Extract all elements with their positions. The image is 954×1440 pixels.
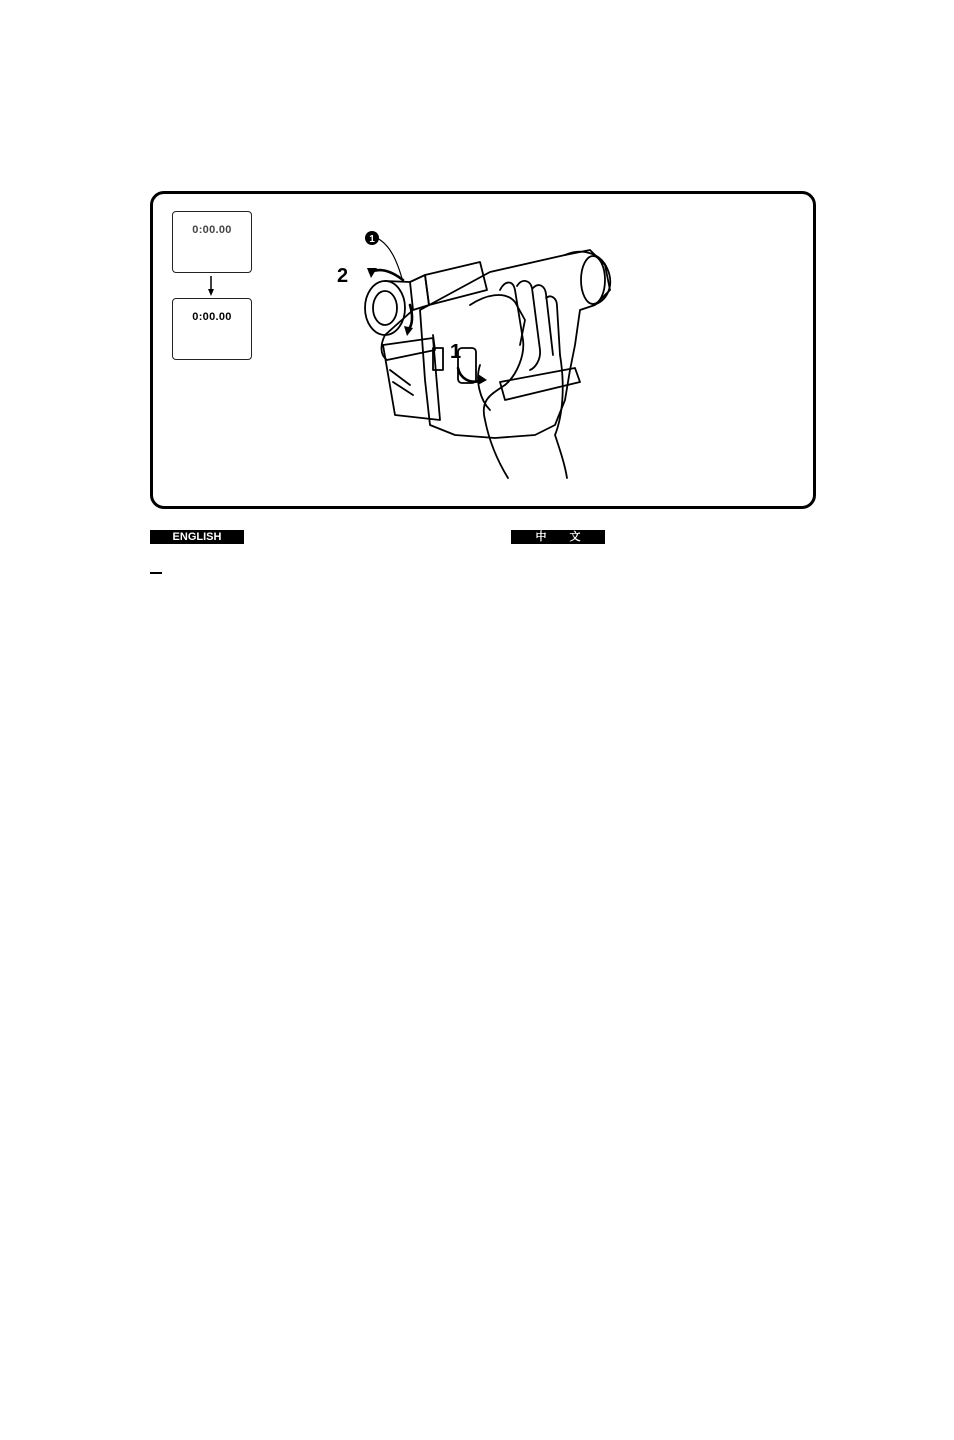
counter-value-after: 0:00.00 <box>192 311 232 323</box>
counter-value-before: 0:00.00 <box>192 224 232 236</box>
counter-display-before <box>172 211 252 273</box>
language-tab-english: ENGLISH <box>150 530 244 544</box>
language-tab-chinese: 中 文 <box>511 530 605 544</box>
divider-dash <box>150 572 162 574</box>
step-1-label: 1 <box>450 341 462 363</box>
step-2-label: 2 <box>337 265 349 287</box>
counter-display-after <box>172 298 252 360</box>
callout-number: 1 <box>369 234 375 245</box>
camcorder-illustration <box>325 210 625 485</box>
arrow-down-icon <box>201 273 221 299</box>
